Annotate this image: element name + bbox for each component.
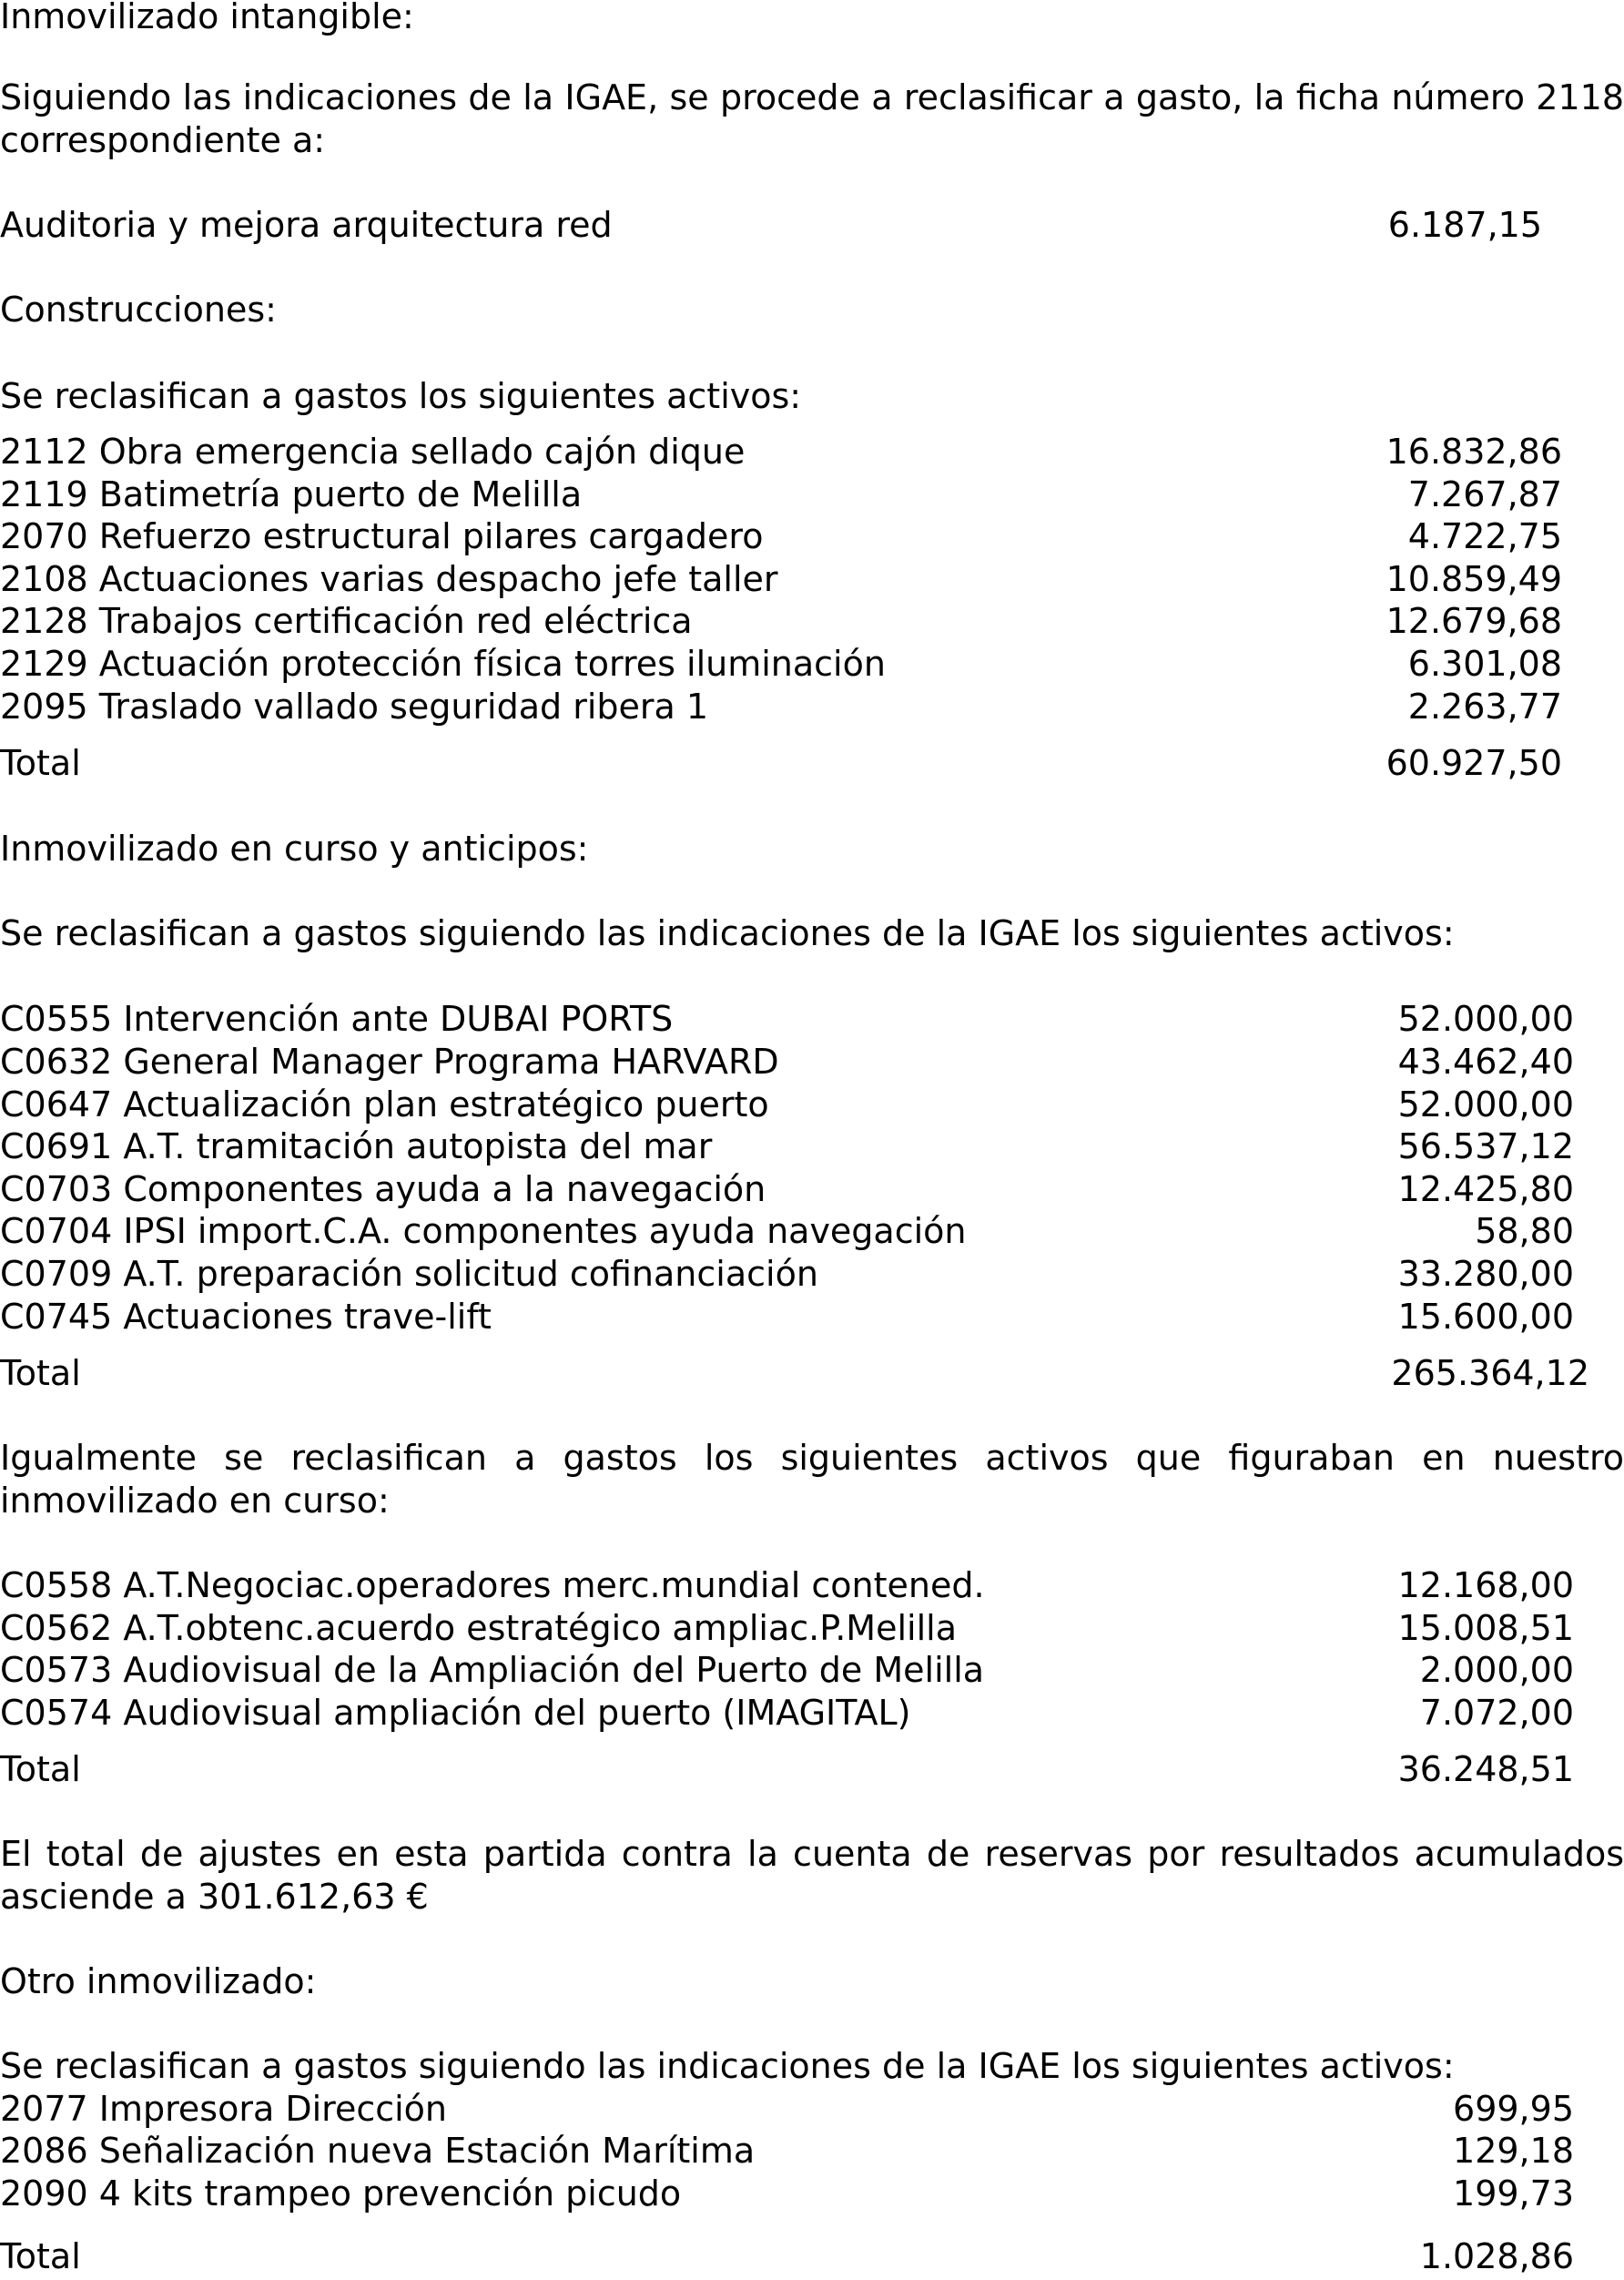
list-item: C0745 Actuaciones trave-lift 15.600,00	[0, 1297, 1574, 1337]
list-item: 2077 Impresora Dirección 699,95	[0, 2089, 1574, 2129]
list-item: C0703 Componentes ayuda a la navegación 12.425,80	[0, 1169, 1574, 1209]
list-item: 2112 Obra emergencia sellado cajón dique 16.832,86	[0, 432, 1562, 472]
list-item: C0647 Actualización plan estratégico puerto 52.000,00	[0, 1084, 1574, 1125]
adjustments-summary: El total de ajustes en esta partida contra la cuenta de reservas por resultados acumulados asciende a 301.612,63 €	[0, 1834, 1624, 1917]
otro-intro: Se reclasifican a gastos siguiendo las indicaciones de la IGAE los siguientes activos:	[0, 2046, 1455, 2086]
section-heading-otro: Otro inmovilizado:	[0, 1961, 317, 2001]
item-label: Auditoria y mejora arquitectura red	[0, 205, 613, 245]
list-item: C0574 Audiovisual ampliación del puerto (IMAGITAL) 7.072,00	[0, 1693, 1574, 1733]
list-item: 2095 Traslado vallado seguridad ribera 1 2.263,77	[0, 687, 1562, 727]
construcciones-total: Total 60.927,50	[0, 743, 1562, 783]
section-heading-curso: Inmovilizado en curso y anticipos:	[0, 829, 589, 869]
curso-total: Total 265.364,12	[0, 1353, 1589, 1393]
construcciones-intro: Se reclasifican a gastos los siguientes activos:	[0, 376, 802, 416]
list-item: 2086 Señalización nueva Estación Marítima 129,18	[0, 2131, 1574, 2171]
list-item: C0632 General Manager Programa HARVARD 43.462,40	[0, 1042, 1574, 1082]
list-item: C0691 A.T. tramitación autopista del mar 56.537,12	[0, 1126, 1574, 1166]
list-item: 2129 Actuación protección física torres iluminación 6.301,08	[0, 644, 1562, 684]
list-item: 2070 Refuerzo estructural pilares cargadero 4.722,75	[0, 516, 1562, 556]
list-item: C0558 A.T.Negociac.operadores merc.mundial contened. 12.168,00	[0, 1565, 1574, 1605]
curso-intro: Se reclasifican a gastos siguiendo las indicaciones de la IGAE los siguientes activos:	[0, 913, 1455, 953]
list-item: C0562 A.T.obtenc.acuerdo estratégico ampliac.P.Melilla 15.008,51	[0, 1608, 1574, 1648]
list-item: 2090 4 kits trampeo prevención picudo 199,73	[0, 2173, 1574, 2214]
list-item: C0704 IPSI import.C.A. componentes ayuda navegación 58,80	[0, 1211, 1574, 1251]
section-heading-intangible: Inmovilizado intangible:	[0, 0, 414, 36]
intangible-item	[0, 204, 1624, 247]
list-item: 2108 Actuaciones varias despacho jefe taller 10.859,49	[0, 559, 1562, 599]
section-heading-construcciones: Construcciones:	[0, 290, 277, 330]
otro-total: Total 1.028,86	[0, 2236, 1574, 2276]
intangible-intro: Siguiendo las indicaciones de la IGAE, se procede a reclasificar a gasto, la ficha número 2118 correspondiente a:	[0, 77, 1624, 160]
curso2-total: Total 36.248,51	[0, 1749, 1574, 1789]
item-amount: 6.187,15	[1387, 205, 1542, 245]
list-item: 2119 Batimetría puerto de Melilla 7.267,87	[0, 474, 1562, 514]
list-item: C0555 Intervención ante DUBAI PORTS 52.000,00	[0, 999, 1574, 1039]
curso2-intro: Igualmente se reclasifican a gastos los siguientes activos que figuraban en nuestro inmovilizado en curso:	[0, 1438, 1624, 1521]
list-item: 2128 Trabajos certificación red eléctrica 12.679,68	[0, 601, 1562, 641]
list-item: C0573 Audiovisual de la Ampliación del Puerto de Melilla 2.000,00	[0, 1650, 1574, 1690]
list-item: C0709 A.T. preparación solicitud cofinanciación 33.280,00	[0, 1254, 1574, 1294]
